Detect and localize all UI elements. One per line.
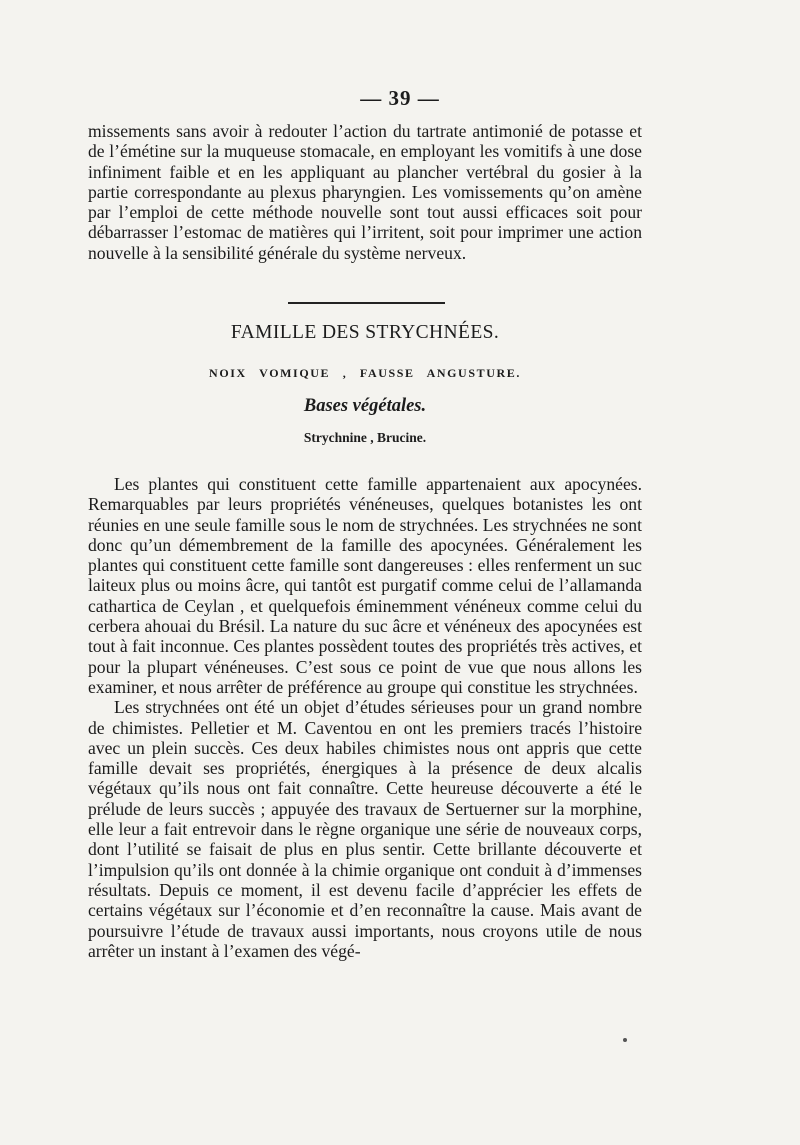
intro-text: missements sans avoir à redouter l’action du tartrate antimonié de potasse et de l’émétine sur la muqueuse stomacale, en employant les vomitifs à une dose infiniment faible et en les appliquant au plancher vertébral du gosier à la partie correspondante au plexus pharyngien. Les vomissements qu’on amène par l’emploi de cette méthode nouvelle sont tout aussi efficaces soit pour débarrasser l’estomac de matières qui l’irritent, soit pour imprimer une action nouvelle à la sensibilité générale du système nerveux. [88, 121, 642, 263]
section-subtitle-alkaloids: Strychnine , Brucine. [303, 430, 427, 445]
section-subtitle-bases: Bases végétales. [303, 396, 427, 416]
body-text [88, 474, 642, 961]
paragraph-plants: Les plantes qui constituent cette famille appartenaient aux apocynées. Remarquables par leurs propriétés vénéneuses, quelques botanistes les ont réunies en une seule famille sous le nom de strychnées. Les strychnées ne sont donc qu’un démembrement de la famille des apocynées. Généralement les plantes qui constituent cette famille sont dangereuses : elles renferment un suc laiteux plus ou moins âcre, qui tantôt est purgatif comme celui de l’allamanda cathartica de Ceylan , et quelquefois éminemment vénéneux comme celui du cerbera ahouai du Brésil. La nature du suc âcre et vénéneux des apocynées est tout à fait inconnue. Ces plantes possèdent toutes des propriétés très actives, et pour la plupart vénéneuses. C’est sous ce point de vue que nous allons les examiner, et nous arrêter de préférence au groupe qui constitue les strychnées. [88, 474, 642, 697]
section-divider-rule [288, 302, 445, 304]
section-title: FAMILLE DES STRYCHNÉES. [230, 322, 500, 343]
ink-speck [623, 1038, 627, 1042]
intro-paragraph [88, 121, 642, 263]
paragraph-strychnees: Les strychnées ont été un objet d’études sérieuses pour un grand nombre de chimistes. Pelletier et M. Caventou en ont les premiers tracés l’histoire avec un plein succès. Ces deux habiles chimistes nous ont appris que cette famille devait ses propriétés, énergiques à la présence de deux alcalis végétaux qu’ils nous ont fait connaître. Cette heureuse découverte a été le prélude de leurs succès ; appuyée des travaux de Sertuerner sur la morphine, elle leur a fait entrevoir dans le règne organique une série de nouveaux corps, dont l’utilité se faisait de plus en plus sentir. Cette brillante découverte et l’impulsion qu’ils ont donnée à la chimie organique ont conduit à d’immenses résultats. Depuis ce moment, il est devenu facile d’apprécier les effets de certains végétaux sur l’économie et d’en reconnaître la cause. Mais avant de poursuivre l’étude de travaux aussi importants, nous croyons utile de nous arrêter un instant à l’examen des végé- [88, 697, 642, 961]
page-number: — 39 — [360, 86, 440, 110]
section-subtitle-plants: NOIX VOMIQUE , FAUSSE ANGUSTURE. [209, 366, 521, 380]
